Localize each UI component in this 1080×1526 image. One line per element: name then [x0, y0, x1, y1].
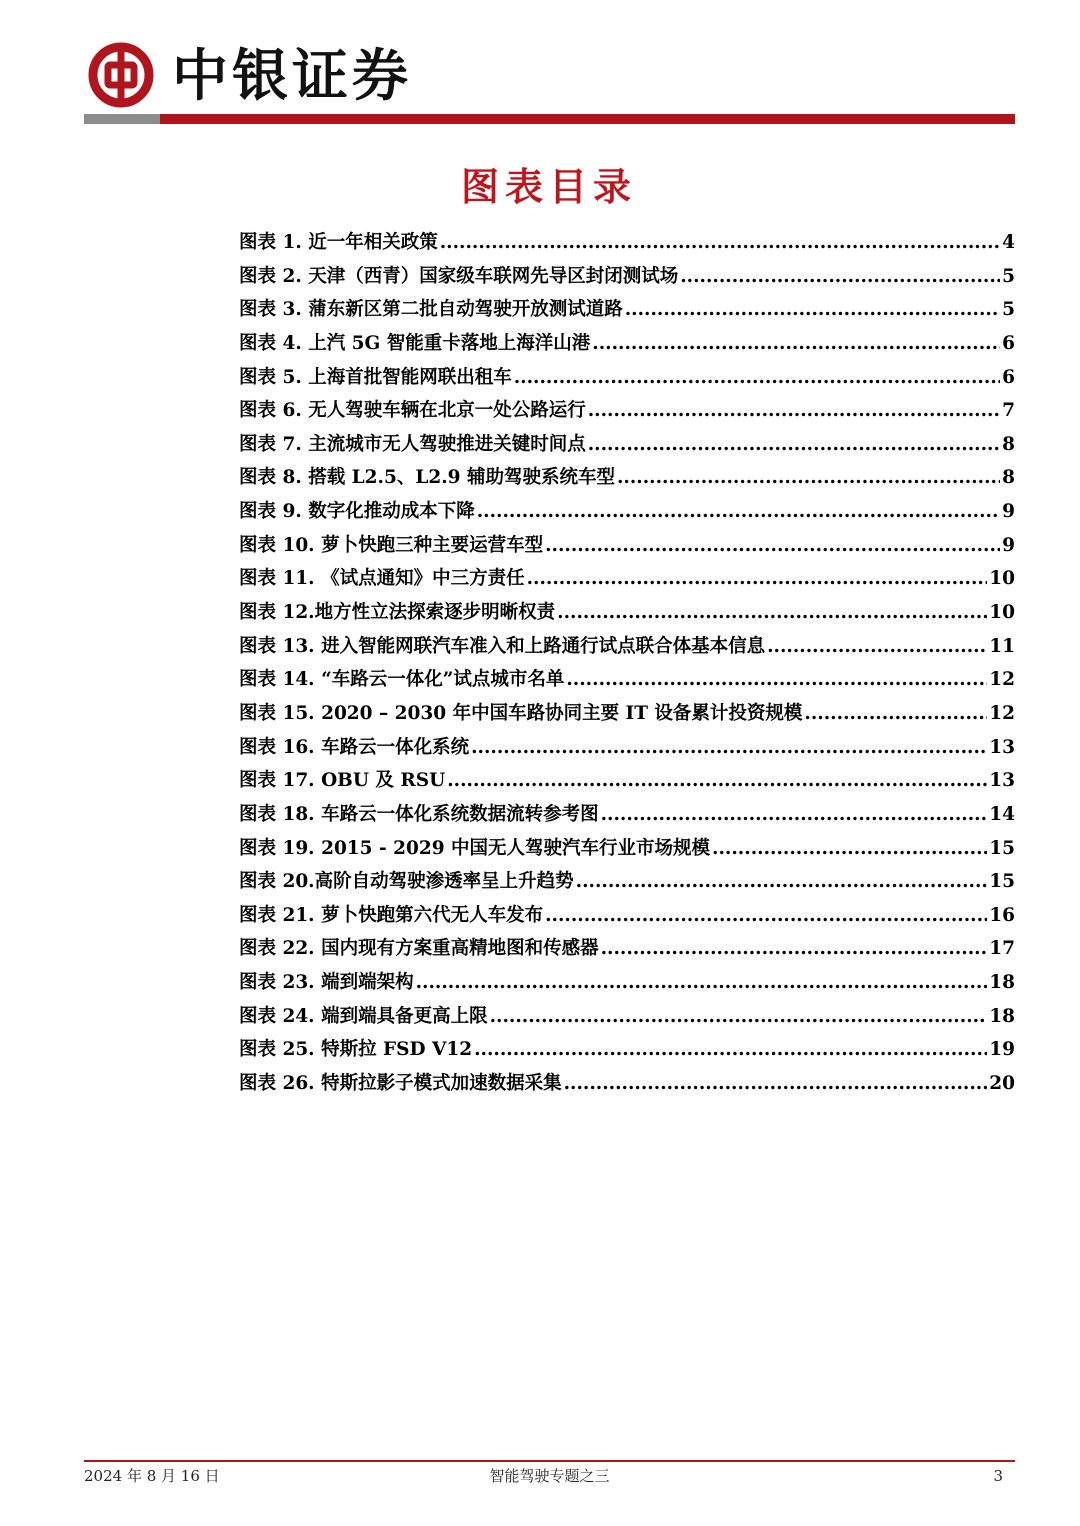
toc-title: 图表目录: [460, 164, 637, 209]
toc-leader-dots: [566, 663, 987, 697]
toc-entry-page[interactable]: 11: [989, 635, 1015, 657]
toc-entry-page[interactable]: 12: [989, 669, 1015, 691]
toc-leader-dots: [474, 1033, 987, 1067]
footer-report-title: 智能驾驶专题之三: [489, 1467, 610, 1485]
toc-entry-page[interactable]: 18: [989, 1005, 1015, 1027]
toc-entry[interactable]: [239, 1033, 1015, 1067]
toc-leader-dots: [545, 899, 987, 933]
toc-entry-label[interactable]: 图表 19. 2015 - 2029 中国无人驾驶汽车行业市场规模: [239, 837, 711, 859]
toc-entry[interactable]: [239, 428, 1015, 462]
toc-entry-page[interactable]: 20: [989, 1073, 1015, 1095]
toc-entry-page[interactable]: 6: [1002, 332, 1015, 354]
toc-entry-page[interactable]: 6: [1002, 366, 1015, 388]
toc-leader-dots: [557, 596, 987, 630]
toc-entry-page[interactable]: 14: [989, 803, 1015, 825]
toc-entry[interactable]: [239, 832, 1015, 866]
toc-entry-page[interactable]: 13: [989, 770, 1015, 792]
toc-leader-dots: [447, 764, 987, 798]
toc-entry-label[interactable]: 图表 6. 无人驾驶车辆在北京一处公路运行: [239, 400, 586, 422]
toc-entry-label[interactable]: 图表 25. 特斯拉 FSD V12: [239, 1039, 473, 1061]
toc-entry[interactable]: [239, 495, 1015, 529]
toc-entry[interactable]: [239, 663, 1015, 697]
toc-entry-page[interactable]: 5: [1002, 265, 1015, 287]
toc-entry[interactable]: [239, 932, 1015, 966]
toc-entry[interactable]: [239, 394, 1015, 428]
toc-entry[interactable]: [239, 562, 1015, 596]
toc-entry-label[interactable]: 图表 10. 萝卜快跑三种主要运营车型: [239, 534, 544, 556]
toc-entry-label[interactable]: 图表 9. 数字化推动成本下降: [239, 501, 475, 523]
toc-entry[interactable]: [239, 260, 1015, 294]
toc-entry-page[interactable]: 13: [989, 736, 1015, 758]
toc-entry-label[interactable]: 图表 21. 萝卜快跑第六代无人车发布: [239, 904, 544, 926]
toc-leader-dots: [576, 865, 988, 899]
toc-entry[interactable]: [239, 966, 1015, 1000]
toc-entry-page[interactable]: 5: [1002, 299, 1015, 321]
toc-leader-dots: [712, 832, 987, 866]
toc-leader-dots: [490, 1000, 988, 1034]
toc-entry[interactable]: [239, 529, 1015, 563]
footer-page-number: 3: [993, 1467, 1003, 1485]
footer-rule: [84, 1460, 1015, 1462]
toc-entry-label[interactable]: 图表 12.地方性立法探索逐步明晰权责: [239, 602, 556, 624]
toc-entry-label[interactable]: 图表 3. 蒲东新区第二批自动驾驶开放测试道路: [239, 299, 623, 321]
toc-entry-page[interactable]: 15: [989, 871, 1015, 893]
toc-entry-page[interactable]: 9: [1002, 501, 1015, 523]
toc-entry-label[interactable]: 图表 13. 进入智能网联汽车准入和上路通行试点联合体基本信息: [239, 635, 766, 657]
toc-entry-page[interactable]: 12: [989, 702, 1015, 724]
toc-leader-dots: [592, 327, 1000, 361]
toc-entry[interactable]: [239, 361, 1015, 395]
toc-entry-label[interactable]: 图表 22. 国内现有方案重高精地图和传感器: [239, 938, 599, 960]
toc-entry-label[interactable]: 图表 11. 《试点通知》中三方责任: [239, 568, 525, 590]
toc-entry-page[interactable]: 9: [1002, 534, 1015, 556]
toc-entry-page[interactable]: 8: [1002, 467, 1015, 489]
toc-entry-label[interactable]: 图表 4. 上汽 5G 智能重卡落地上海洋山港: [239, 332, 591, 354]
toc-entry-label[interactable]: 图表 26. 特斯拉影子模式加速数据采集: [239, 1073, 562, 1095]
toc-entry[interactable]: [239, 630, 1015, 664]
header-rule-gray: [84, 114, 160, 124]
toc-entry-page[interactable]: 10: [989, 568, 1015, 590]
toc-leader-dots: [588, 394, 1000, 428]
toc-entry-page[interactable]: 15: [989, 837, 1015, 859]
footer-date: 2024 年 8 月 16 日: [84, 1467, 220, 1485]
toc-entry-page[interactable]: 8: [1002, 433, 1015, 455]
toc-leader-dots: [767, 630, 987, 664]
page-header: [84, 36, 1015, 126]
toc-leader-dots: [477, 495, 1000, 529]
header-rule-red: [160, 114, 1015, 124]
toc-entry-page[interactable]: 10: [989, 602, 1015, 624]
toc-entry-label[interactable]: 图表 1. 近一年相关政策: [239, 232, 438, 253]
toc-leader-dots: [471, 731, 987, 765]
bank-of-china-logo-icon: [88, 42, 154, 108]
toc-entry-page[interactable]: 16: [989, 904, 1015, 926]
toc-entry[interactable]: [239, 327, 1015, 361]
toc-leader-dots: [625, 293, 1000, 327]
toc-leader-dots: [617, 461, 1000, 495]
toc-entry[interactable]: [239, 596, 1015, 630]
toc-entry-label[interactable]: 图表 20.高阶自动驾驶渗透率呈上升趋势: [239, 871, 574, 893]
toc-entry[interactable]: [239, 1000, 1015, 1034]
toc-entry-label[interactable]: 图表 7. 主流城市无人驾驶推进关键时间点: [239, 433, 586, 455]
toc-entry[interactable]: [239, 293, 1015, 327]
toc-leader-dots: [416, 966, 988, 1000]
toc-entry-label[interactable]: 图表 8. 搭载 L2.5、L2.9 辅助驾驶系统车型: [239, 467, 615, 489]
toc-leader-dots: [440, 226, 1000, 260]
toc-entry[interactable]: [239, 798, 1015, 832]
toc-leader-dots: [564, 1067, 988, 1101]
toc-entry-label[interactable]: 图表 16. 车路云一体化系统: [239, 736, 470, 758]
toc-entry-label[interactable]: 图表 18. 车路云一体化系统数据流转参考图: [239, 803, 599, 825]
toc-entry[interactable]: [239, 1067, 1015, 1101]
toc-entry-page[interactable]: 19: [989, 1039, 1015, 1061]
toc-entry-label[interactable]: 图表 5. 上海首批智能网联出租车: [239, 366, 512, 388]
toc-entry-label[interactable]: 图表 23. 端到端架构: [239, 972, 414, 994]
toc-leader-dots: [588, 428, 1000, 462]
toc-entry-label[interactable]: 图表 14. “车路云一体化”试点城市名单: [239, 669, 565, 691]
toc-leader-dots: [804, 697, 987, 731]
page-footer: [84, 1466, 1015, 1490]
toc-entry-label[interactable]: 图表 15. 2020 – 2030 年中国车路协同主要 IT 设备累计投资规模: [239, 702, 803, 724]
toc-leader-dots: [527, 562, 988, 596]
brand-name: 中银证券: [172, 43, 412, 109]
toc-entry-label[interactable]: 图表 24. 端到端具备更高上限: [239, 1005, 488, 1027]
toc-entry[interactable]: [239, 764, 1015, 798]
toc-entry-page[interactable]: 4: [1002, 232, 1015, 253]
toc-entry-label[interactable]: 图表 17. OBU 及 RSU: [239, 770, 446, 792]
toc-leader-dots: [601, 798, 988, 832]
toc-entry[interactable]: [239, 899, 1015, 933]
toc-entry[interactable]: [239, 731, 1015, 765]
toc-entry[interactable]: [239, 865, 1015, 899]
toc-leader-dots: [680, 260, 1000, 294]
toc-leader-dots: [545, 529, 1000, 563]
toc-entry-page[interactable]: 17: [989, 938, 1015, 960]
toc-list: [239, 226, 1015, 1101]
toc-leader-dots: [514, 361, 1000, 395]
toc-entry-page[interactable]: 7: [1002, 400, 1015, 422]
toc-entry-label[interactable]: 图表 2. 天津（西青）国家级车联网先导区封闭测试场: [239, 265, 679, 287]
toc-entry[interactable]: [239, 697, 1015, 731]
toc-entry[interactable]: [239, 226, 1015, 260]
toc-leader-dots: [601, 932, 988, 966]
toc-entry-page[interactable]: 18: [989, 972, 1015, 994]
toc-entry[interactable]: [239, 461, 1015, 495]
